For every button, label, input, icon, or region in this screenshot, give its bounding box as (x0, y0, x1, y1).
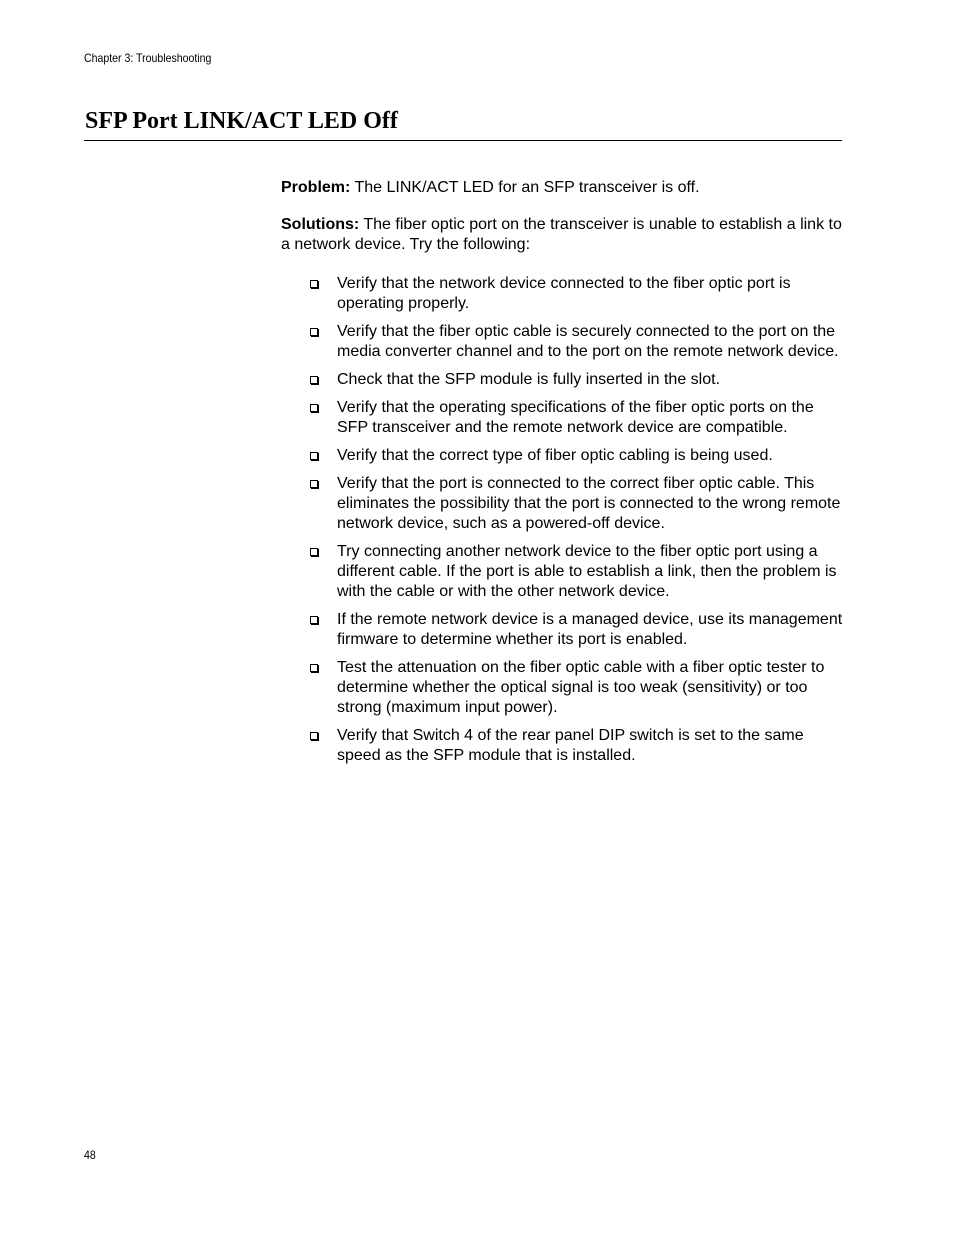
title-rule (84, 140, 842, 141)
running-header: Chapter 3: Troubleshooting (84, 51, 212, 65)
section-title: SFP Port LINK/ACT LED Off (85, 108, 398, 134)
list-item (281, 658, 846, 718)
list-item-text: Verify that the operating specifications of the fiber optic ports on the SFP transceiver and the remote network device are compatible. (337, 399, 814, 436)
problem-label: Problem: (281, 179, 351, 196)
list-item-text: Verify that the network device connected to the fiber optic port is operating properly. (337, 275, 791, 312)
checkbox-bullet-icon (310, 376, 318, 384)
list-item (281, 446, 846, 466)
checkbox-bullet-icon (310, 280, 318, 288)
list-item (281, 322, 846, 362)
list-item-text: Verify that the fiber optic cable is securely connected to the port on the media converter channel and to the port on the remote network device. (337, 323, 839, 360)
solutions-text: The fiber optic port on the transceiver is unable to establish a link to a network device. Try the following: (281, 216, 842, 253)
checkbox-bullet-icon (310, 664, 318, 672)
list-item (281, 370, 846, 390)
list-item-text: Verify that the port is connected to the correct fiber optic cable. This eliminates the possibility that the port is connected to the wrong remote network device, such as a powered-off device. (337, 475, 841, 532)
checkbox-bullet-icon (310, 616, 318, 624)
solutions-paragraph (281, 215, 846, 255)
checkbox-bullet-icon (310, 732, 318, 740)
checkbox-bullet-icon (310, 404, 318, 412)
list-item-text: Test the attenuation on the fiber optic cable with a fiber optic tester to determine whether the optical signal is too weak (sensitivity) or too strong (maximum input power). (337, 659, 825, 716)
list-item-text: Verify that Switch 4 of the rear panel DIP switch is set to the same speed as the SFP module that is installed. (337, 727, 804, 764)
list-item-text: Check that the SFP module is fully inserted in the slot. (337, 371, 721, 388)
problem-paragraph (281, 178, 846, 198)
list-item (281, 726, 846, 766)
page-number: 48 (84, 1148, 96, 1162)
list-item (281, 610, 846, 650)
body-content (281, 178, 846, 774)
list-item (281, 398, 846, 438)
checkbox-bullet-icon (310, 328, 318, 336)
list-item (281, 474, 846, 534)
solutions-label: Solutions: (281, 216, 360, 233)
list-item-text: Try connecting another network device to the fiber optic port using a different cable. If the port is able to establish a link, then the problem is with the cable or with the other network device. (337, 543, 837, 600)
list-item (281, 274, 846, 314)
list-item-text: Verify that the correct type of fiber optic cabling is being used. (337, 447, 773, 464)
checkbox-bullet-icon (310, 548, 318, 556)
solutions-list (281, 274, 846, 766)
checkbox-bullet-icon (310, 480, 318, 488)
list-item (281, 542, 846, 602)
list-item-text: If the remote network device is a managed device, use its management firmware to determine whether its port is enabled. (337, 611, 843, 648)
problem-text: The LINK/ACT LED for an SFP transceiver is off. (350, 179, 700, 196)
checkbox-bullet-icon (310, 452, 318, 460)
